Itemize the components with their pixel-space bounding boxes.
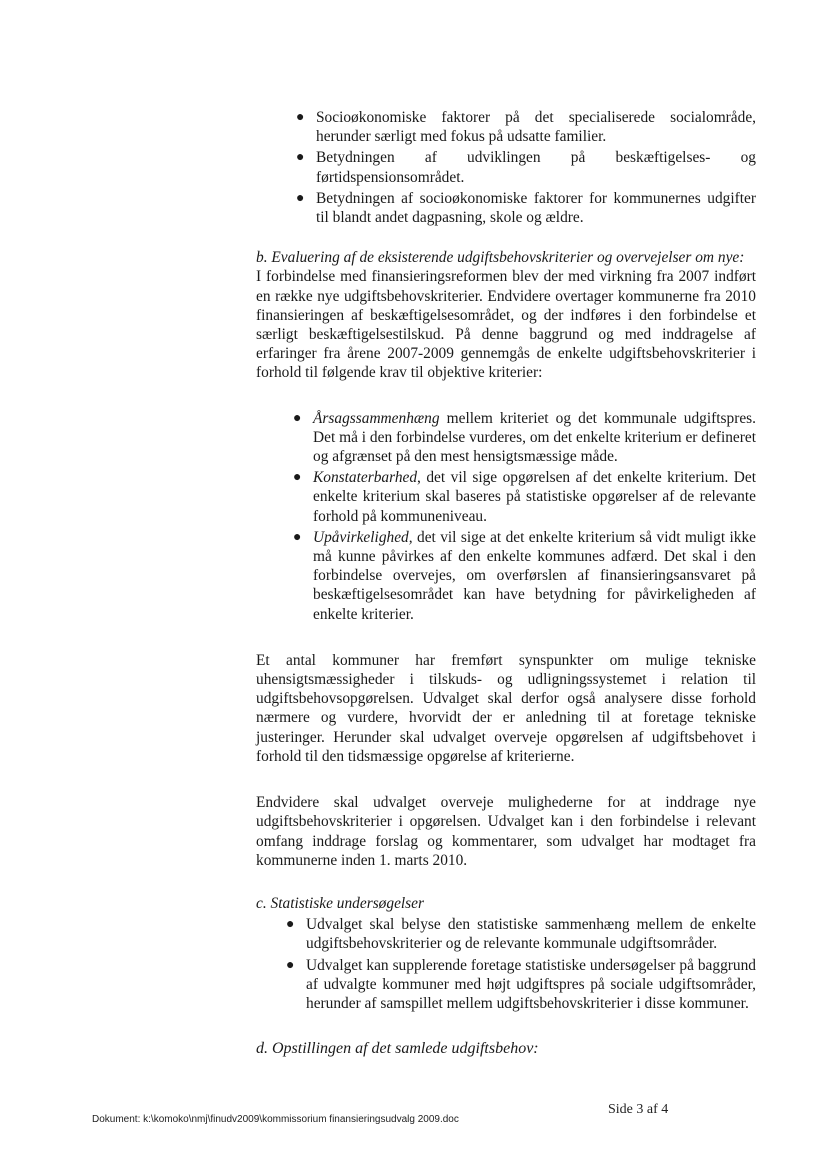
section-b [256,248,756,870]
new-criteria-paragraph: Endvidere skal udvalget overveje mulighederne for at inddrage nye udgiftsbehovskriterier i opgørelsen. Udvalget kan i den forbindelse i relevant omfang inddrage forslag og kommentarer, som udvalget har modtaget fra kommunerne inden 1. marts 2010. [256,794,756,869]
criterion-term: Årsagssammenhæng [313,409,440,427]
criteria-bullet-list [293,409,756,624]
list-item: ● Socioøkonomiske faktorer på det specialiserede socialområde, herunder særligt med fokus på udsatte familier. [296,109,756,146]
page-content [256,108,756,1058]
criterion-term: Upåvirkelighed, [313,528,413,546]
list-item: ● Årsagssammenhæng mellem kriteriet og det kommunale udgiftspres. Det må i den forbindelse vurderes, om det enkelte kriterium er defineret og afgrænset på den mest hensigtsmæssige måde. [293,409,756,466]
bullet-icon: ● [293,470,302,486]
list-item: ● Udvalget kan supplerende foretage statistiske undersøgelser på baggrund af udvalgte kommuner med højt udgiftspres på sociale udgiftsområder, herunder af samspillet mellem udgiftsbehovskriterier i disse kommuner. [286,956,756,1012]
section-d-heading: d. Opstillingen af det samlede udgiftsbehov: [256,1040,539,1058]
statistics-bullet-list [286,915,756,1013]
top-bullet-list [296,108,756,227]
section-b-heading: b. Evaluering af de eksisterende udgiftsbehovskriterier og overvejelser om nye: [256,249,745,267]
list-item: ● Betydningen af socioøkonomiske faktorer for kommunernes udgifter til blandt andet dagpasning, skole og ældre. [296,189,756,227]
page-number: Side 3 af 4 [608,1102,669,1117]
document-path-footer: Dokument: k:\komoko\nmj\finudv2009\kommissorium finansieringsudvalg 2009.doc [92,1114,459,1125]
criterion-term: Konstaterbarhed [313,469,418,487]
technical-issues-paragraph: Et antal kommuner har fremført synspunkter om mulige tekniske uhensigtsmæssigheder i tilskuds- og udligningssystemet i relation til udgiftsbehovsopgørelsen. Udvalget skal derfor også analysere disse forhold nærmere og vurdere, hvorvidt der er anledning til at foretage tekniske justeringer. Herunder skal udvalget overveje opgørelsen af udgiftsbehovet i forhold til den tidsmæssige opgørelse af kriterierne. [256,651,756,765]
bullet-icon: ● [296,110,305,125]
section-b-intro: I forbindelse med finansieringsreformen blev der med virkning fra 2007 indført en række nye udgiftsbehovskriterier. Endvidere overtager kommunerne fra 2010 finansieringen af beskæftigelsesområdet, og der indføres i den forbindelse et særligt beskæftigelsestilskud. På denne baggrund og med inddragelse af erfaringer fra årene 2007-2009 gennemgås de enkelte udgiftsbehovskriterier i forhold til følgende krav til objektive kriterier: [256,268,756,382]
bullet-icon: ● [293,410,302,426]
section-c [256,894,756,1013]
bullet-icon: ● [293,529,302,545]
bullet-icon: ● [296,150,305,166]
bullet-icon: ● [296,190,305,206]
list-item: ● Upåvirkelighed, det vil sige at det enkelte kriterium så vidt muligt ikke må kunne påvirkes af den enkelte kommunes adfærd. Det skal i den forbindelse overvejes, om overførslen af finansieringsansvaret på beskæftigelsesområdet kan have betydning for påvirkeligheden af enkelte kriterier. [293,528,756,623]
list-item: ● Betydningen af udviklingen på beskæftigelses- og førtidspensionsområdet. [296,149,756,186]
bullet-icon: ● [286,917,295,933]
bullet-icon: ● [286,957,295,973]
section-c-heading: c. Statistiske undersøgelser [256,894,424,912]
list-item: ● Konstaterbarhed, det vil sige opgørelsen af det enkelte kriterium. Det enkelte kriterium skal baseres på statistiske opgørelser af de relevante forhold på kommuneniveau. [293,469,756,525]
list-item: ● Udvalget skal belyse den statistiske sammenhæng mellem de enkelte udgiftsbehovskriterier og de relevante kommunale udgiftsområder. [286,916,756,953]
